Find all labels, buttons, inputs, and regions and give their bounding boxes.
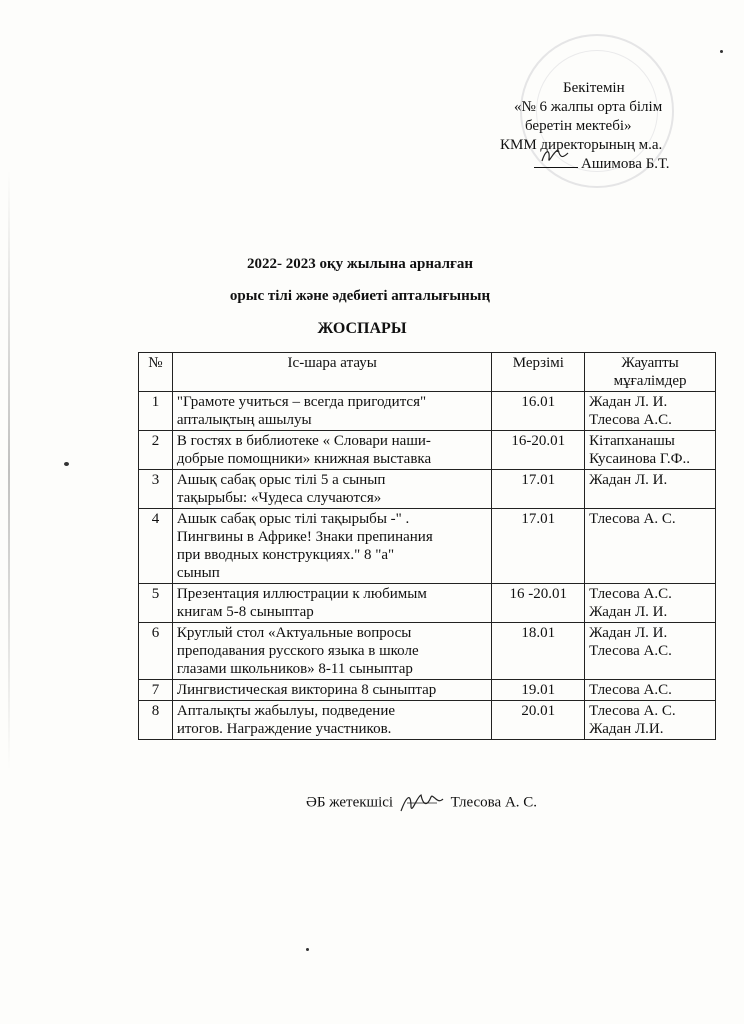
responsible-teacher: Жадан Л. И. [589, 472, 668, 488]
table-row [139, 680, 716, 701]
row-date: 19.01 [492, 680, 585, 701]
event-name-line: Апталықты жабылуы, подведение [176, 703, 396, 719]
table-row [139, 509, 716, 584]
approval-signer-name: Ашимова Б.Т. [581, 156, 670, 172]
responsible-teacher: Тлесова А.С. [589, 586, 672, 602]
responsible-teacher: Тлесова А. С. [589, 511, 676, 527]
approval-director-line: КММ директорының м.а. [500, 137, 663, 153]
row-responsible [585, 392, 716, 431]
row-date: 16.01 [492, 392, 585, 431]
responsible-teacher: Жадан Л.И. [589, 721, 664, 737]
header-number: № [139, 353, 173, 392]
header-event-name: Іс-шара атауы [172, 353, 492, 392]
header-responsible-line: Жауапты [621, 355, 679, 371]
row-number: 4 [139, 509, 173, 584]
row-number: 6 [139, 623, 173, 680]
event-name-line: Ашық сабақ орыс тілі 5 а сынып [176, 472, 386, 488]
responsible-teacher: Жадан Л. И. [589, 625, 668, 641]
event-name-line: сынып [176, 565, 220, 581]
responsible-teacher: Тлесова А. С. [589, 703, 676, 719]
row-event-name [172, 701, 492, 740]
plan-title: ЖОСПАРЫ [317, 320, 407, 337]
row-date: 20.01 [492, 701, 585, 740]
event-name-line: В гостях в библиотеке « Словари наши- [176, 433, 431, 449]
row-number: 5 [139, 584, 173, 623]
event-name-line: Круглый стол «Актуальные вопросы [176, 625, 412, 641]
row-responsible [585, 701, 716, 740]
responsible-teacher: Жадан Л. И. [589, 394, 668, 410]
responsible-teacher: Жадан Л. И. [589, 604, 668, 620]
event-name-line: книгам 5-8 сыныптар [176, 604, 314, 620]
row-date: 17.01 [492, 509, 585, 584]
row-date: 17.01 [492, 470, 585, 509]
row-event-name [172, 392, 492, 431]
footer-signature [306, 794, 537, 812]
row-number: 2 [139, 431, 173, 470]
row-event-name [172, 680, 492, 701]
event-name-line: при вводных конструкциях." 8 "а" [176, 547, 395, 563]
plan-table-body [139, 392, 716, 740]
event-name-line: добрые помощники» книжная выставка [176, 451, 432, 467]
plan-year-heading: 2022- 2023 оқу жылына арналған [247, 256, 473, 272]
row-event-name [172, 431, 492, 470]
row-event-name [172, 470, 492, 509]
event-name-line: Презентация иллюстрации к любимым [176, 586, 427, 602]
table-row [139, 392, 716, 431]
row-number: 8 [139, 701, 173, 740]
row-responsible [585, 509, 716, 584]
director-signature [534, 155, 578, 168]
row-responsible [585, 431, 716, 470]
scan-speck [64, 462, 69, 466]
approval-title: Бекітемін [563, 80, 625, 96]
responsible-teacher: Тлесова А.С. [589, 412, 672, 428]
header-responsible-line: мұғалімдер [613, 373, 687, 389]
responsible-teacher: Тлесова А.С. [589, 643, 672, 659]
row-responsible [585, 680, 716, 701]
approval-school-line-2: беретін мектебі» [525, 118, 632, 134]
header-date: Мерзімі [492, 353, 585, 392]
head-signature [397, 791, 447, 809]
row-number: 3 [139, 470, 173, 509]
row-event-name [172, 509, 492, 584]
approval-block [480, 79, 720, 174]
table-row [139, 701, 716, 740]
header-responsible [585, 353, 716, 392]
responsible-teacher: Кусаинова Г.Ф.. [589, 451, 690, 467]
row-date: 16 -20.01 [492, 584, 585, 623]
row-responsible [585, 584, 716, 623]
row-date: 16-20.01 [492, 431, 585, 470]
responsible-teacher: Тлесова А.С. [589, 682, 672, 698]
event-name-line: Пингвины в Африке! Знаки препинания [176, 529, 433, 545]
responsible-teacher: Кітапханашы [589, 433, 675, 449]
event-name-line: тақырыбы: «Чудеса случаются» [176, 490, 382, 506]
table-header-row [139, 353, 716, 392]
row-date: 18.01 [492, 623, 585, 680]
approval-school-line: «№ 6 жалпы орта білім [514, 99, 663, 115]
row-number: 1 [139, 392, 173, 431]
event-name-line: Лингвистическая викторина 8 сыныптар [176, 682, 437, 698]
footer-name: Тлесова А. С. [450, 794, 538, 811]
event-name-line: глазами школьников» 8-11 сыныптар [176, 661, 413, 677]
row-responsible [585, 470, 716, 509]
row-event-name [172, 584, 492, 623]
event-name-line: апталықтың ашылуы [176, 412, 312, 428]
event-name-line: "Грамоте учиться – всегда пригодится" [176, 394, 427, 410]
scan-speck [306, 948, 309, 951]
table-row [139, 470, 716, 509]
footer-role-label: ӘБ жетекшісі [306, 794, 394, 811]
row-responsible [585, 623, 716, 680]
plan-table [138, 352, 716, 740]
event-name-line: преподавания русского языка в школе [176, 643, 419, 659]
table-row [139, 623, 716, 680]
plan-subject-heading: орыс тілі және әдебиеті апталығының [229, 288, 491, 304]
scan-speck [720, 50, 723, 53]
table-row [139, 431, 716, 470]
row-event-name [172, 623, 492, 680]
table-row [139, 584, 716, 623]
event-name-line: Ашык сабақ орыс тілі тақырыбы -" . [176, 511, 410, 527]
approval-signature-line [480, 155, 720, 174]
event-name-line: итогов. Награждение участников. [176, 721, 392, 737]
row-number: 7 [139, 680, 173, 701]
